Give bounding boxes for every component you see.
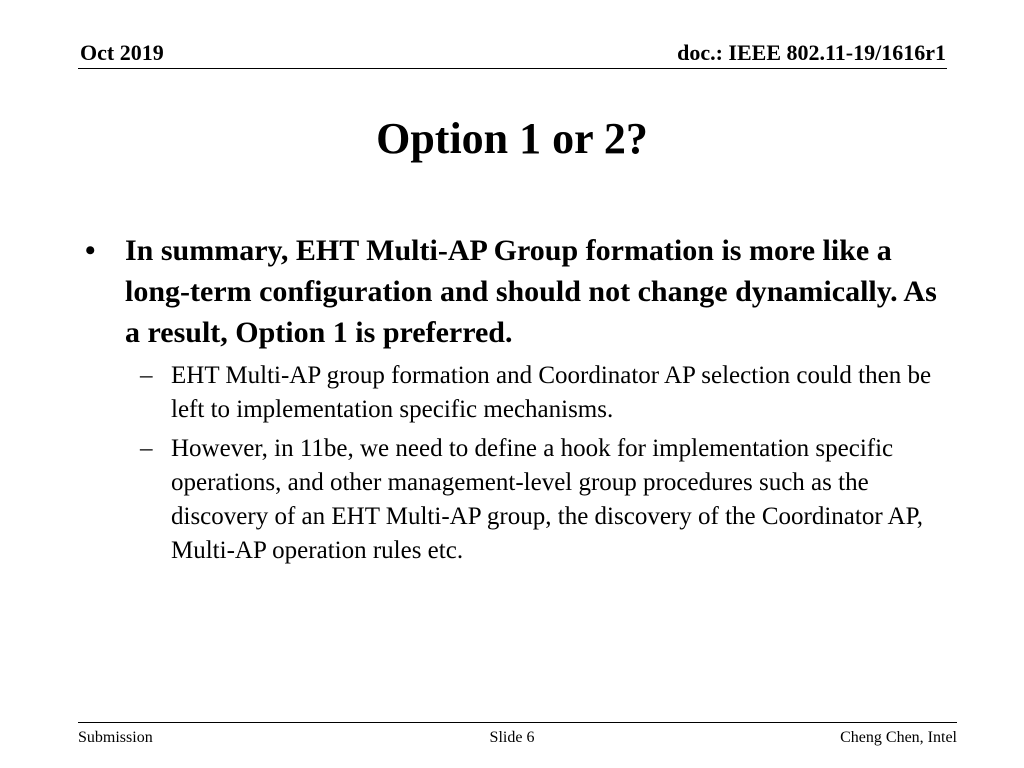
sub-bullet-list (85, 359, 955, 568)
header-doc-id: doc.: IEEE 802.11-19/1616r1 (677, 40, 946, 65)
bullet-text: In summary, EHT Multi-AP Group formation is more like a long-term configuration and should not change dynamically. As a result, Option 1 is preferred. (125, 234, 937, 349)
sub-bullet-text: EHT Multi-AP group formation and Coordinator AP selection could then be left to implementation specific mechanisms. (171, 362, 932, 423)
footer-author: Cheng Chen, Intel (840, 729, 957, 746)
header-divider (78, 68, 947, 69)
sub-bullet-marker: – (140, 435, 153, 462)
sub-bullet-item (85, 359, 955, 427)
footer-submission: Submission (78, 729, 153, 746)
slide-title: Option 1 or 2? (376, 114, 648, 163)
footer-divider (78, 722, 957, 723)
sub-bullet-marker: – (140, 362, 153, 389)
sub-bullet-text: However, in 11be, we need to define a hook for implementation specific operations, and other management-level group procedures such as the discovery of an EHT Multi-AP group, the discovery of the Coordinator AP, Multi-AP operation rules etc. (171, 435, 923, 564)
slide-body (85, 230, 955, 573)
bullet-item (85, 230, 955, 353)
header-date: Oct 2019 (80, 40, 164, 65)
bullet-marker: • (85, 234, 96, 267)
footer-slide-number: Slide 6 (489, 729, 535, 746)
sub-bullet-item (85, 432, 955, 568)
